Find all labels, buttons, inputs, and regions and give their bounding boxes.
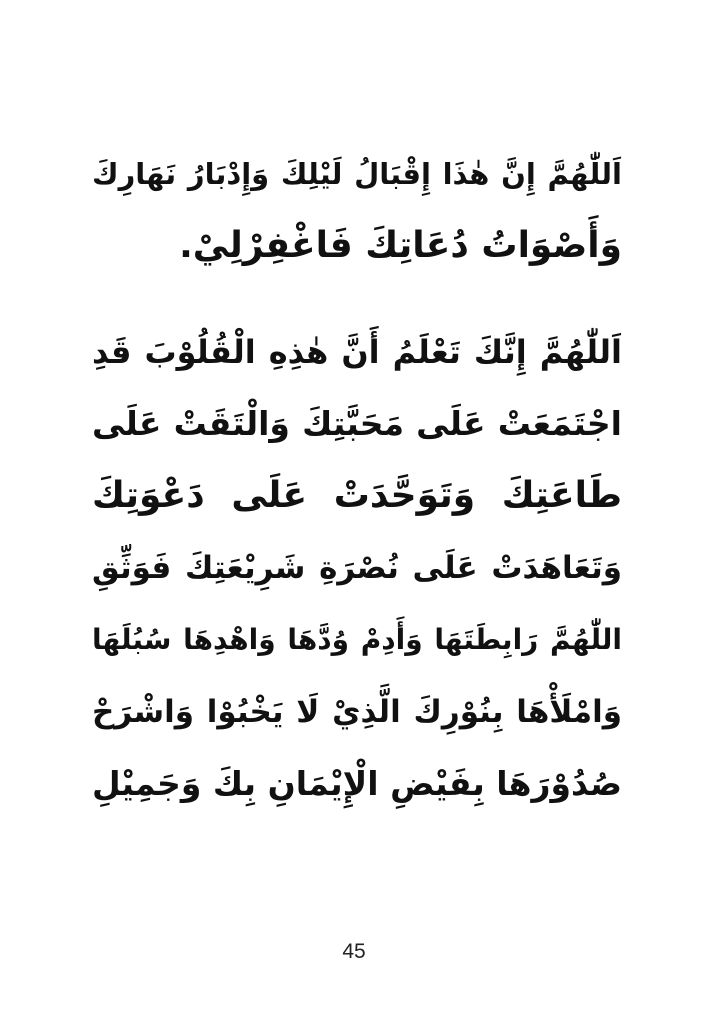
prayer-line: وَتَعَاهَدَتْ عَلَى نُصْرَةِ شَرِيْعَتِكَ فَوَثِّقِ (92, 550, 622, 586)
prayer-line: اللّٰهُمَّ رَابِطَتَهَا وَأَدِمْ وُدَّهَا وَاهْدِهَا سُبُلَهَا (92, 623, 622, 656)
prayer-line: اَللّٰهُمَّ إِنَّ هٰذَا إِقْبَالُ لَيْلِكَ وَإِدْبَارُ نَهَارِكَ (92, 157, 622, 191)
prayer-line: اجْتَمَعَتْ عَلَى مَحَبَّتِكَ وَالْتَقَتْ عَلَى (92, 404, 622, 443)
prayer-line: صُدُوْرَهَا بِفَيْضِ الْإِيْمَانِ بِكَ وَجَمِيْلِ (92, 764, 622, 803)
prayer-line: وَأَصْوَاتُ دُعَاتِكَ فَاغْفِرْلِيْ. (179, 225, 622, 266)
prayer-line: وَامْلَأْهَا بِنُوْرِكَ الَّذِيْ لَا يَخْبُوْا وَاشْرَحْ (92, 694, 622, 730)
prayer-line: اَللّٰهُمَّ إِنَّكَ تَعْلَمُ أَنَّ هٰذِهِ الْقُلُوْبَ قَدِ (92, 333, 622, 371)
prayer-paragraph-2 (92, 316, 622, 820)
prayer-paragraph-1 (92, 138, 622, 282)
prayer-line: طَاعَتِكَ وَتَوَحَّدَتْ عَلَى دَعْوَتِكَ (92, 475, 622, 516)
page-number: 45 (342, 940, 366, 963)
